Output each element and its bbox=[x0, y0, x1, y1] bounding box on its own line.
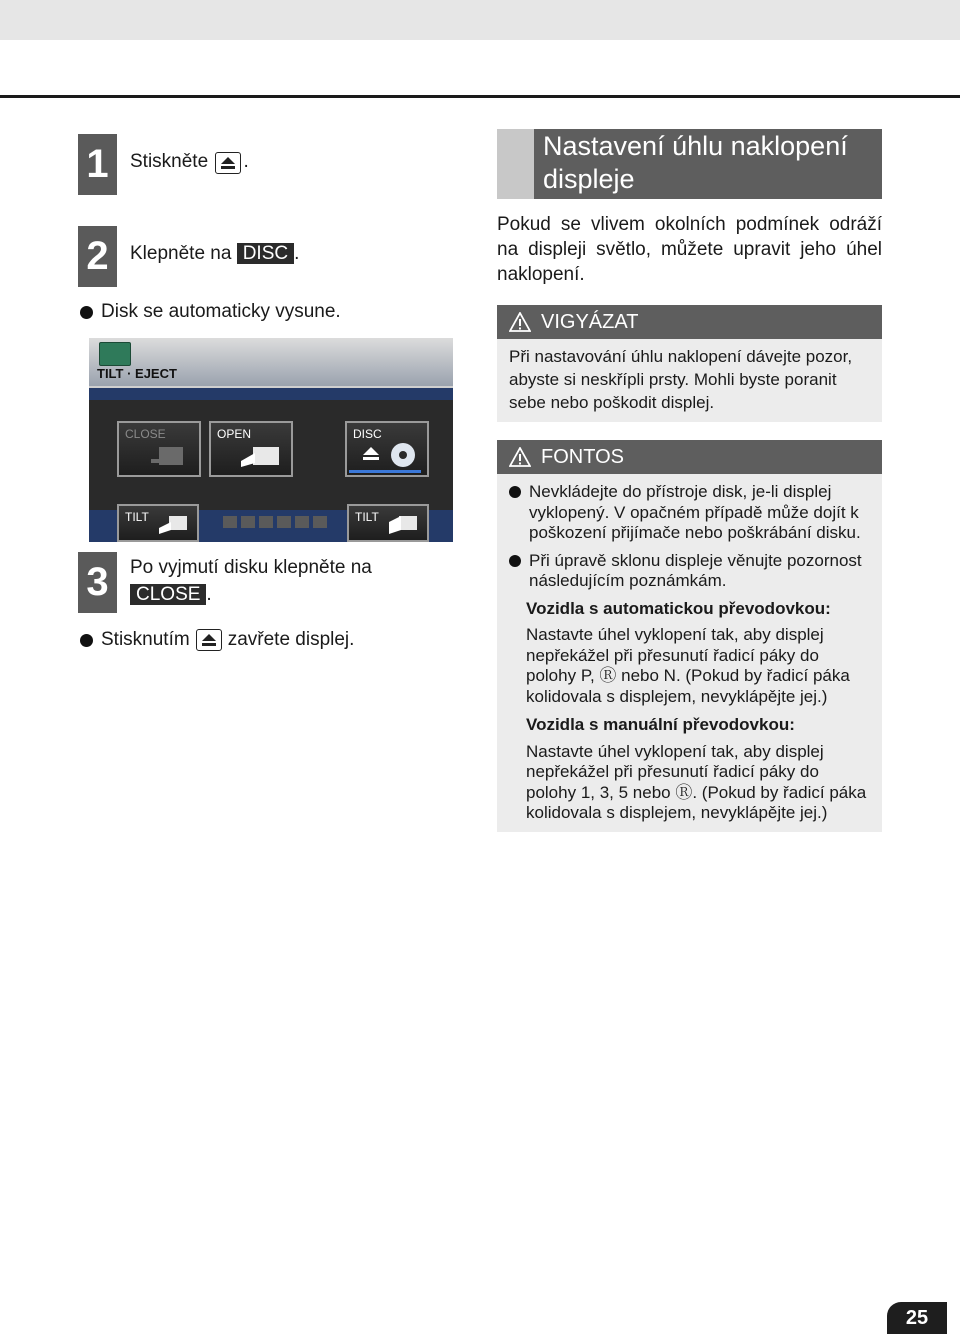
important-bullet-1: Nevkládejte do přístroje disk, je-li displej vyklopený. V opačném případě může dojít k poškození přijímače nebo poškrábání disku. bbox=[529, 482, 861, 542]
important-box bbox=[497, 440, 882, 832]
screen-disc-label: DISC bbox=[353, 427, 382, 441]
tilt-level-step bbox=[295, 516, 309, 528]
step-1-number: 1 bbox=[78, 134, 117, 195]
step-1-text bbox=[130, 148, 249, 175]
disc-out-note bbox=[80, 300, 341, 324]
important-bullet-2: Při úpravě sklonu displeje věnujte pozornost následujícím poznámkám. bbox=[529, 550, 862, 590]
screen-close-button[interactable] bbox=[117, 421, 201, 477]
eject-icon bbox=[215, 152, 241, 174]
tilt-eject-screen bbox=[89, 338, 453, 542]
caution-text: Při nastavování úhlu naklopení dávejte pozor, abyste si neskřípli prsty. Mohli byste poranit sebe nebo poškodit displej. bbox=[509, 347, 853, 412]
tilt-level-step bbox=[241, 516, 255, 528]
tilt-level-step bbox=[259, 516, 273, 528]
page-number: 25 bbox=[887, 1302, 947, 1334]
step-3-label: Po vyjmutí disku klepněte na bbox=[130, 557, 372, 578]
important-body bbox=[497, 474, 882, 832]
step-3-text bbox=[130, 554, 430, 608]
bullet-icon bbox=[80, 306, 93, 319]
eject-icon bbox=[196, 629, 222, 651]
tilt-right-icon bbox=[387, 512, 421, 536]
step-3-end: . bbox=[206, 584, 212, 605]
section-title: Nastavení úhlu naklopení displeje bbox=[543, 131, 848, 194]
caution-box bbox=[497, 305, 882, 422]
step-2-text bbox=[130, 240, 299, 267]
tilt-level-step bbox=[223, 516, 237, 528]
section-intro: Pokud se vlivem okolních podmínek odráží na displeji světlo, můžete upravit jeho úhel naklopení. bbox=[497, 214, 882, 285]
manual-title: Vozidla s manuální převodovkou: bbox=[526, 715, 795, 734]
step-1-label: Stiskněte bbox=[130, 151, 209, 172]
tilt-left-button[interactable] bbox=[117, 504, 199, 542]
step-1-end: . bbox=[243, 151, 249, 172]
screen-open-label: OPEN bbox=[217, 427, 252, 441]
important-header bbox=[497, 440, 882, 474]
disc-out-text: Disk se automaticky vysune. bbox=[101, 301, 341, 322]
disc-eject-icon bbox=[359, 441, 419, 471]
section-tab bbox=[497, 129, 534, 199]
tilt-right-button[interactable] bbox=[347, 504, 429, 542]
step-2-number: 2 bbox=[78, 226, 117, 287]
important-item bbox=[509, 551, 870, 592]
warning-icon bbox=[509, 447, 531, 467]
close-note-after: zavřete displej. bbox=[227, 629, 355, 650]
tilt-level-step bbox=[277, 516, 291, 528]
screen-close-label: CLOSE bbox=[125, 427, 166, 441]
screen-open-button[interactable] bbox=[209, 421, 293, 477]
automatic-text: Nastavte úhel vyklopení tak, aby displej nepřekážel při přesunutí řadicí páky do polohy P, Ⓡ nebo N. (Pokud by řadicí páka kolidovala s displejem, nevyklápějte jej.) bbox=[526, 625, 850, 706]
screen-disc-button[interactable] bbox=[345, 421, 429, 477]
display-closed-icon bbox=[149, 443, 189, 469]
caution-heading: VIGYÁZAT bbox=[541, 310, 639, 333]
display-open-icon bbox=[237, 441, 285, 471]
header-rule bbox=[0, 95, 960, 98]
screen-header bbox=[89, 338, 453, 388]
screen-title: TILT · EJECT bbox=[97, 366, 177, 381]
tilt-level-step bbox=[313, 516, 327, 528]
top-band bbox=[0, 0, 960, 40]
important-heading: FONTOS bbox=[541, 445, 624, 468]
close-note bbox=[80, 628, 354, 652]
disc-button-label: DISC bbox=[237, 243, 294, 264]
manual-text: Nastavte úhel vyklopení tak, aby displej nepřekážel při přesunutí řadicí páky do polohy 1, 3, 5 nebo Ⓡ. (Pokud by řadicí páka kolidovala s displejem, nevyklápějte jej.) bbox=[526, 741, 867, 822]
tilt-left-icon bbox=[157, 512, 191, 536]
bullet-icon bbox=[509, 486, 521, 498]
step-2-end: . bbox=[294, 243, 300, 264]
step-3-number: 3 bbox=[78, 552, 117, 613]
tilt-eject-icon bbox=[99, 342, 131, 366]
tilt-right-label: TILT bbox=[355, 510, 379, 524]
close-button-label: CLOSE bbox=[130, 584, 206, 605]
disc-active-indicator bbox=[349, 470, 421, 473]
section-header bbox=[497, 129, 882, 199]
bullet-icon bbox=[509, 555, 521, 567]
tilt-left-label: TILT bbox=[125, 510, 149, 524]
automatic-title: Vozidla s automatickou převodovkou: bbox=[526, 598, 831, 618]
caution-header bbox=[497, 305, 882, 339]
step-2-label: Klepněte na bbox=[130, 243, 232, 264]
warning-icon bbox=[509, 312, 531, 332]
close-note-before: Stisknutím bbox=[101, 629, 190, 650]
bullet-icon bbox=[80, 634, 93, 647]
important-item bbox=[509, 482, 870, 544]
